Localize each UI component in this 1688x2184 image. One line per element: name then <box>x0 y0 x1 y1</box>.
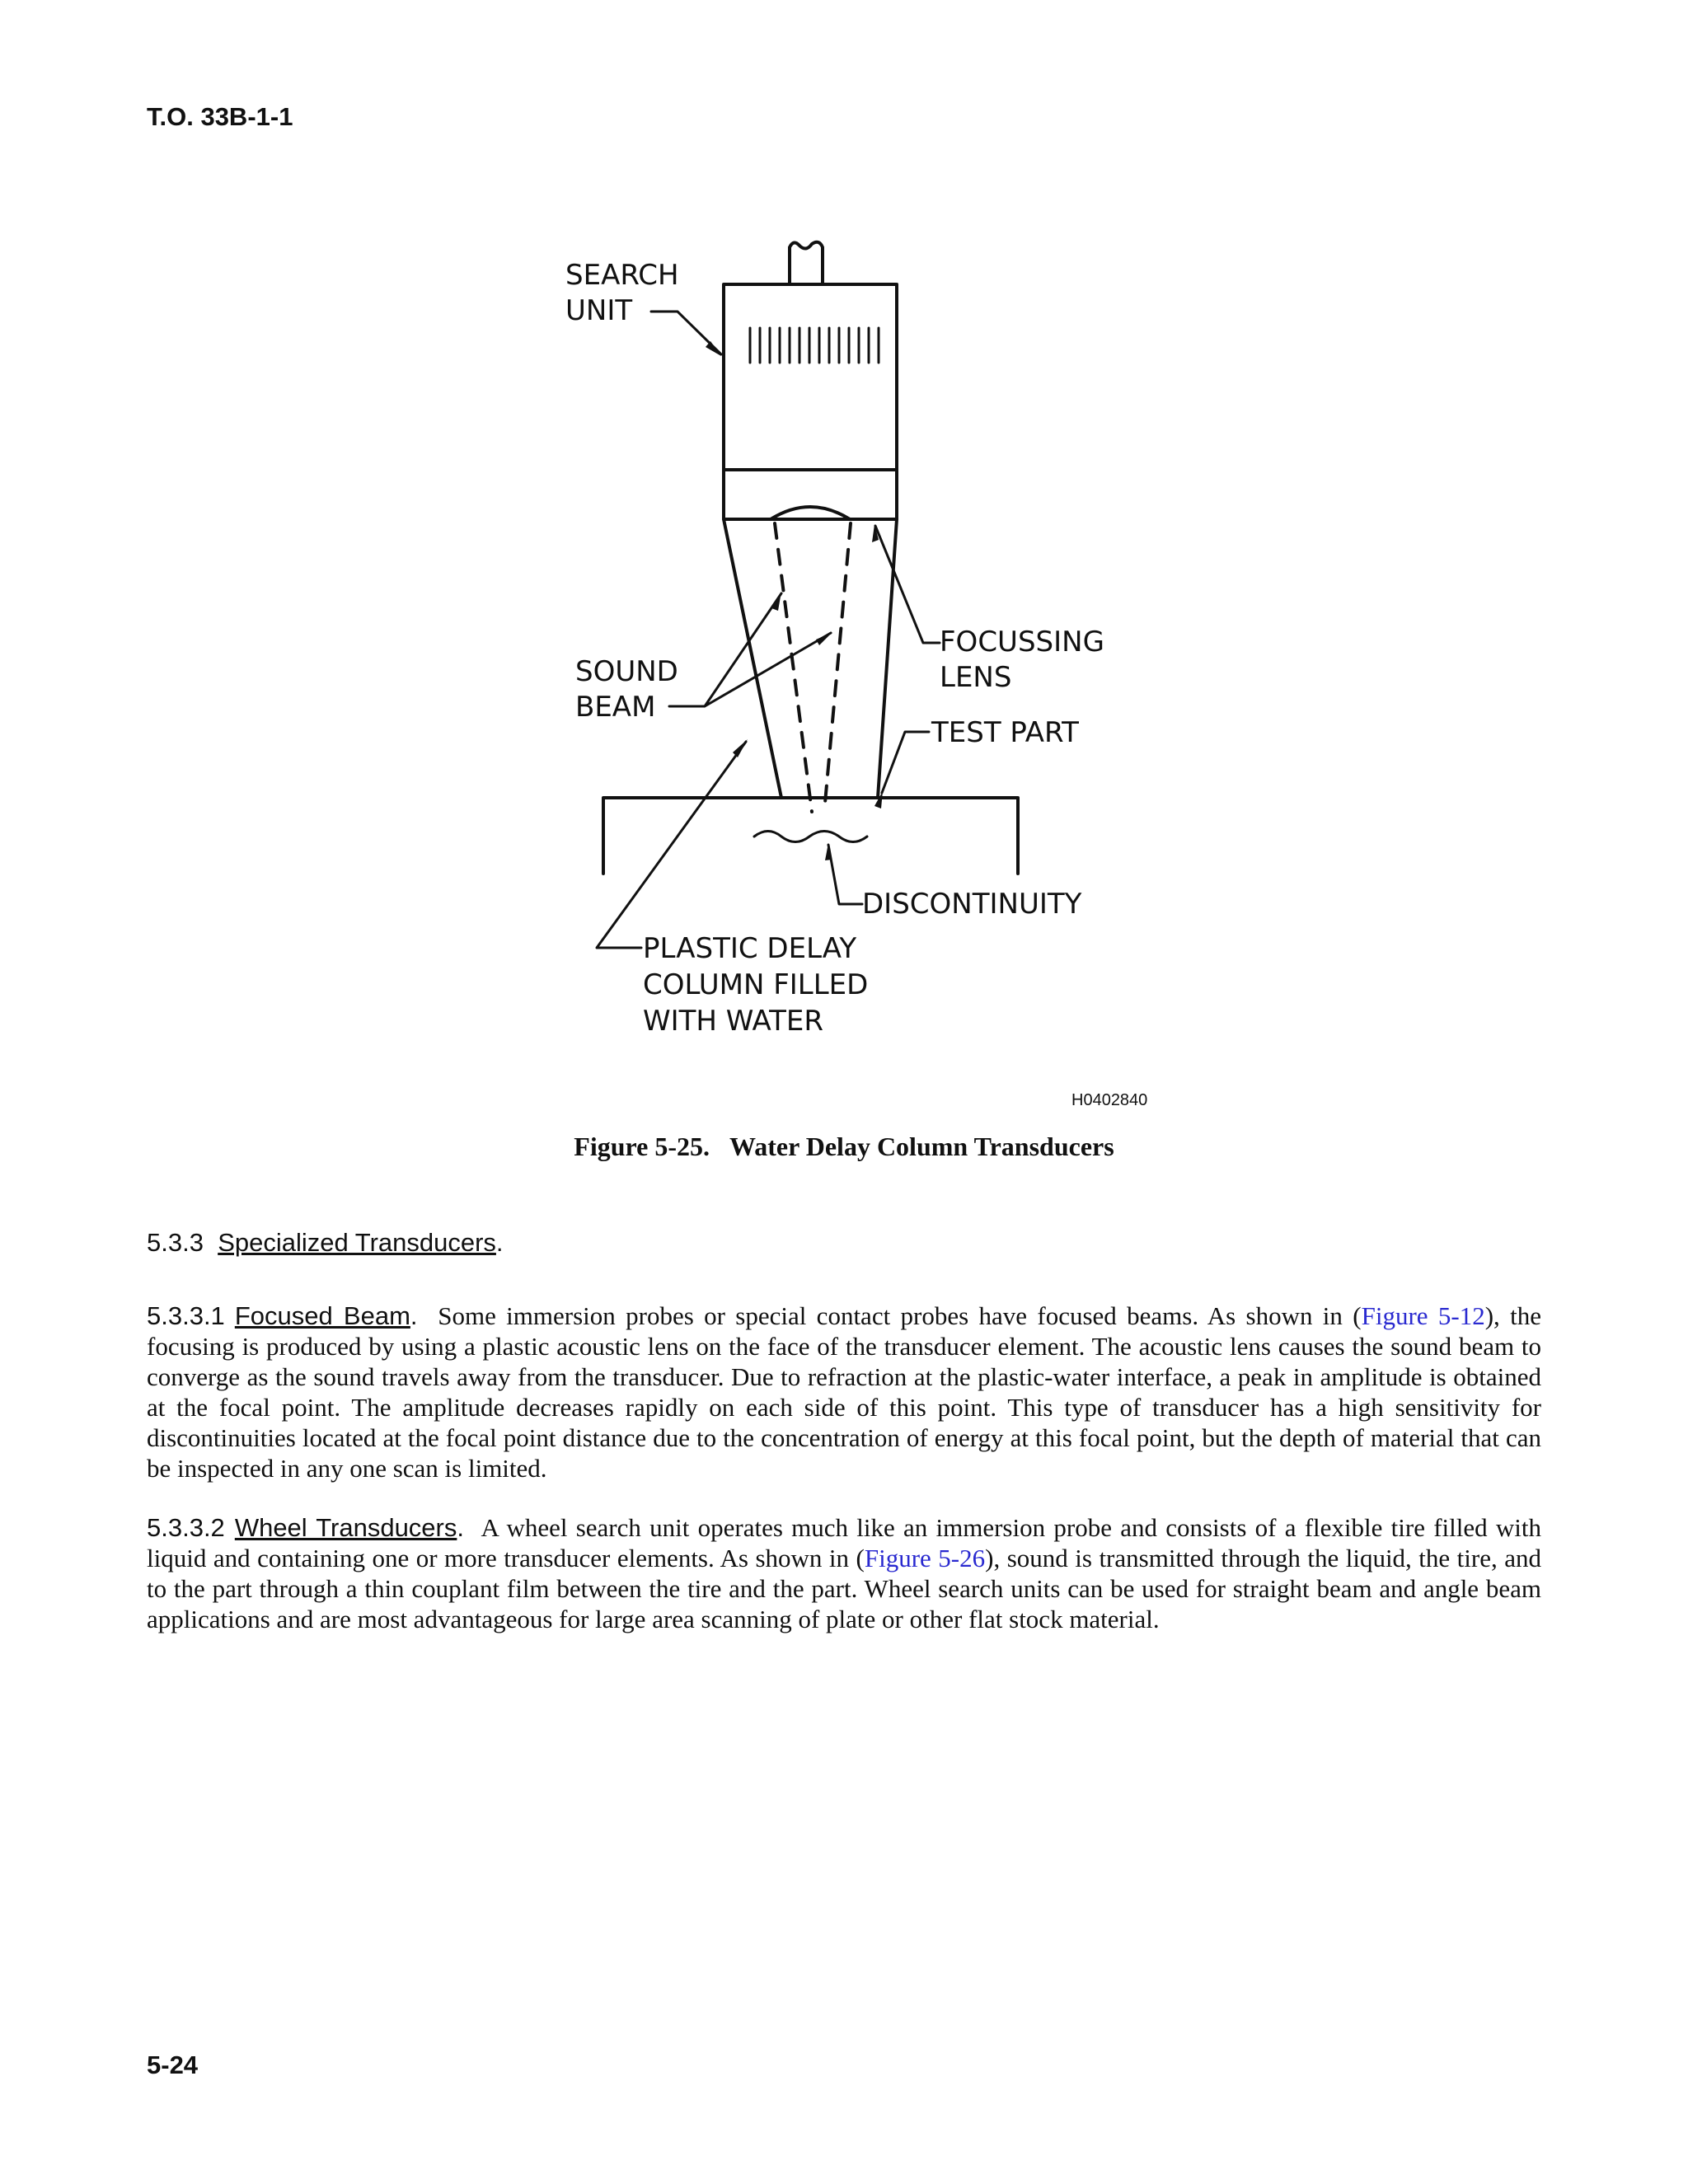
figure-link[interactable]: Figure 5-26 <box>864 1544 986 1572</box>
paragraph-text-cont: ), sound is transmitted through the liquid, the tire, and to the part through a thin couplant film between the tire and the part. Wheel search units can be used for straight beam and angle beam applications and are most advantageous for large area scanning of plate or other flat stock material. <box>147 1544 1541 1633</box>
paragraph-text: A wheel search unit operates much like an immersion probe and consists of a flexible tire filled with liquid and containing one or more transducer elements. As shown in ( <box>147 1513 1542 1572</box>
plastic-delay-leader <box>597 742 746 948</box>
paragraph-title: Wheel Transducers <box>234 1513 457 1542</box>
label-beam: BEAM <box>575 691 656 724</box>
paragraph-focused-beam: 5.3.3.1 Focused Beam. Some immersion probes or special contact probes have focused beams. As shown in (Figure 5-12), the focusing is produced by using a plastic acoustic lens on the face of the transducer element. The acoustic lens causes the sound beam to converge as the sound travels away from the transducer. Due to refraction at the plastic-water interface, a peak in amplitude is obtained at the focal point. The amplitude decreases rapidly on each side of this point. This type of transducer has a high sensitivity for discontinuities located at the focal point distance due to the concentration of energy at this focal point, but the depth of material that can be inspected in any one scan is limited. <box>147 1301 1541 1483</box>
paragraph-title: Focused Beam <box>234 1301 410 1330</box>
sound-beam <box>775 523 851 812</box>
figure-link[interactable]: Figure 5-12 <box>1361 1301 1485 1330</box>
discontinuity-mark <box>754 832 867 842</box>
caption-title: Water Delay Column Transducers <box>729 1132 1114 1161</box>
label-focussing: FOCUSSING <box>940 626 1104 658</box>
label-with-water: WITH WATER <box>643 1005 824 1038</box>
document-id: T.O. 33B-1-1 <box>147 102 293 131</box>
transducer-diagram <box>544 239 1170 1113</box>
paragraph-text: Some immersion probes or special contact probes have focused beams. As shown in ( <box>438 1301 1362 1330</box>
paragraph-wheel-transducers: 5.3.3.2 Wheel Transducers. A wheel search unit operates much like an immersion probe and consists of a flexible tire filled with liquid and containing one or more transducer elements. As shown in (Figure 5-26), sound is transmitted through the liquid, the tire, and to the part through a thin couplant film between the tire and the part. Wheel search units can be used for straight beam and angle beam applications and are most advantageous for large area scanning of plate or other flat stock material. <box>147 1513 1542 1633</box>
label-lens: LENS <box>940 661 1012 694</box>
label-plastic-delay: PLASTIC DELAY <box>643 932 857 965</box>
section-number: 5.3.3 <box>147 1228 204 1257</box>
leader-arrowheads <box>706 341 883 860</box>
page-number: 5-24 <box>147 2050 199 2079</box>
test-part-leader <box>882 732 929 793</box>
label-unit: UNIT <box>565 294 633 327</box>
label-sound: SOUND <box>575 655 678 688</box>
figure-water-delay-column <box>544 239 1170 1113</box>
search-unit-housing <box>724 284 897 470</box>
image-id: H0402840 <box>1071 1091 1148 1109</box>
lens-housing <box>724 470 897 519</box>
paragraph-number: 5.3.3.2 <box>147 1513 225 1542</box>
caption-number: Figure 5-25. <box>574 1132 710 1161</box>
delay-column <box>724 519 897 798</box>
acoustic-lens <box>771 507 850 519</box>
paragraph-number: 5.3.3.1 <box>147 1301 225 1330</box>
label-search: SEARCH <box>565 259 679 292</box>
label-test-part: TEST PART <box>931 716 1079 749</box>
section-title: Specialized Transducers <box>218 1228 496 1257</box>
focussing-lens-leader <box>875 526 940 643</box>
paragraph-text-cont: ), the focusing is produced by using a plastic acoustic lens on the face of the transducer element. The acoustic lens causes the sound beam to converge as the sound travels away from the transducer. Due to refraction at the plastic-water interface, a peak in amplitude is obtained at the focal point. The amplitude decreases rapidly on each side of this point. This type of transducer has a high sensitivity for discontinuities located at the focal point distance due to the concentration of energy at this focal point, but the depth of material that can be inspected in any one scan is limited. <box>147 1301 1541 1483</box>
cable-connector <box>790 242 823 284</box>
figure-caption <box>0 1132 1688 1162</box>
label-discontinuity: DISCONTINUITY <box>862 888 1082 921</box>
discontinuity-leader <box>828 845 862 904</box>
section-heading: 5.3.3 Specialized Transducers. <box>147 1228 504 1257</box>
label-column-filled: COLUMN FILLED <box>643 968 869 1001</box>
transducer-element <box>750 328 879 363</box>
